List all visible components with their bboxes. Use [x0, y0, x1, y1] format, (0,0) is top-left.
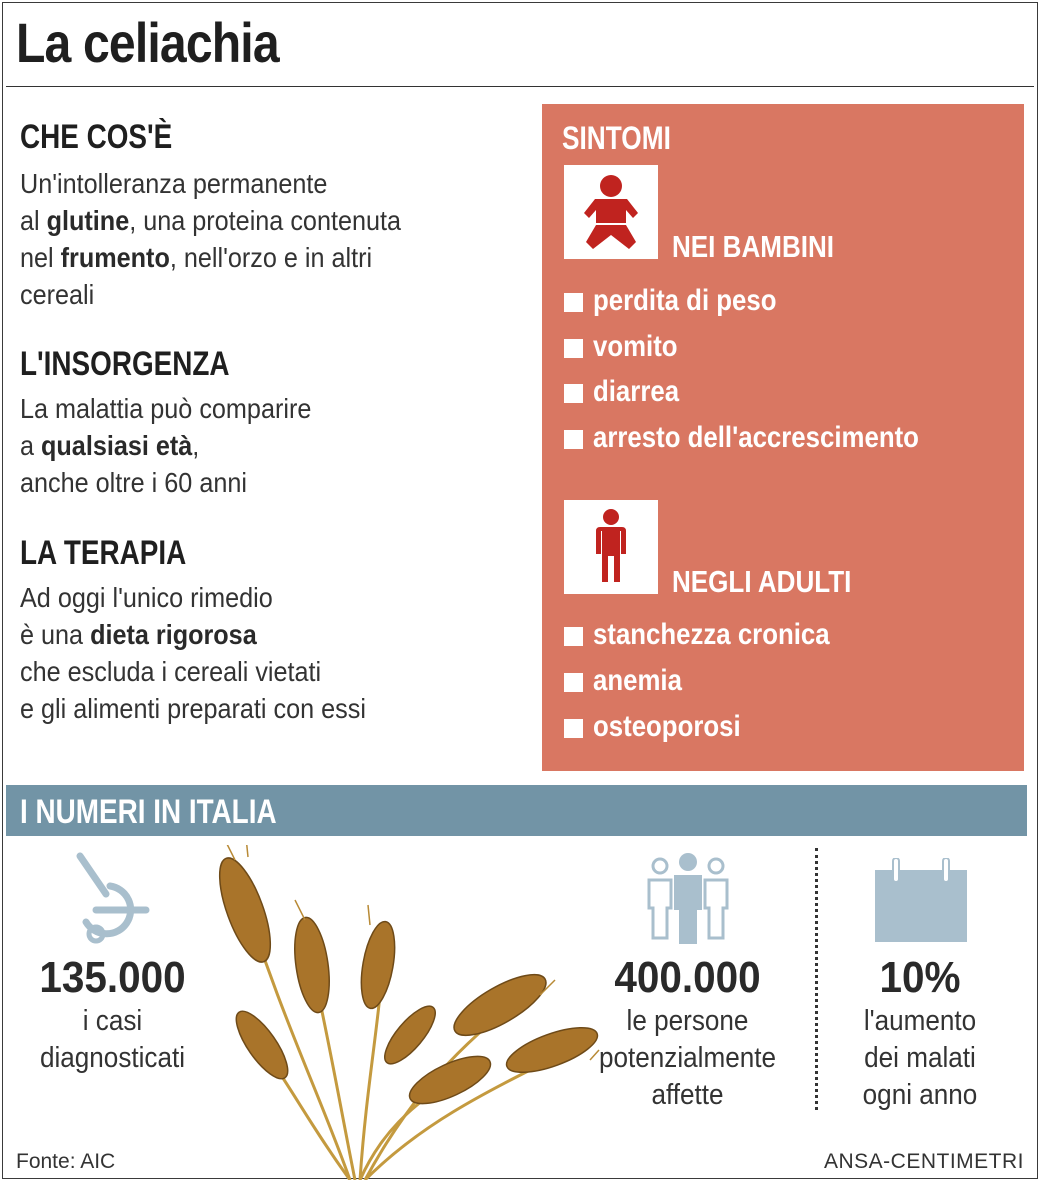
stat-diagnosed-label-2: diagnosticati: [39, 1042, 186, 1074]
highlight-qualsiasi-eta: qualsiasi età: [41, 430, 193, 461]
terapia-text: [20, 579, 470, 727]
insorgenza-text: [20, 390, 470, 501]
stat-potential: [580, 953, 795, 1114]
terapia-line-1: Ad oggi l'unico rimedio: [20, 582, 273, 613]
stat-diagnosed-label-1: i casi: [82, 1005, 143, 1037]
bullet-square: [564, 627, 583, 646]
symptoms-heading: SINTOMI: [562, 120, 671, 156]
bullet-square: [564, 719, 583, 738]
cos-e-line-2: al glutine, una proteina contenuta: [20, 205, 402, 236]
cos-e-line-3: nel frumento, nell'orzo e in altri: [20, 242, 373, 273]
children-heading: NEI BAMBINI: [672, 229, 835, 264]
cos-e-line-1: Un'intolleranza permanente: [20, 168, 328, 199]
stat-increase-label-1: l'aumento: [863, 1005, 977, 1037]
cos-e-line-4: cereali: [20, 279, 95, 310]
numbers-section-bar: [6, 785, 1027, 836]
terapia-line-4: e gli alimenti preparati con essi: [20, 693, 366, 724]
credit-note: ANSA-CENTIMETRI: [823, 1150, 1024, 1173]
title-divider: [6, 86, 1034, 87]
stat-potential-label-3: affette: [651, 1079, 724, 1111]
source-note: Fonte: AIC: [16, 1150, 116, 1173]
people-group-icon: [645, 850, 731, 946]
baby-icon: [564, 165, 658, 259]
stat-potential-label-2: potenzialmente: [598, 1042, 777, 1074]
cos-e-heading: CHE COS'È: [20, 118, 173, 156]
dotted-divider: [815, 848, 818, 1110]
stat-potential-label-1: le persone: [626, 1005, 749, 1037]
insorgenza-line-3: anche oltre i 60 anni: [20, 467, 247, 498]
stat-increase-label-2: dei malati: [864, 1042, 976, 1074]
insorgenza-line-1: La malattia può comparire: [20, 393, 312, 424]
calendar-icon: [873, 858, 969, 944]
terapia-heading: LA TERAPIA: [20, 534, 187, 572]
bullet-square: [564, 339, 583, 358]
highlight-frumento: frumento: [60, 242, 170, 273]
stat-diagnosed: [10, 953, 215, 1077]
insorgenza-line-2: a qualsiasi età,: [20, 430, 200, 461]
symptoms-panel: SINTOMI NEI BAMBINI perdita di peso vomito diarrea arresto dell'accrescimento NEGLI ADULTI stanchezza cronica anemia osteoporosi: [542, 104, 1024, 771]
wheat-illustration: [200, 845, 600, 1180]
numbers-heading: I NUMERI IN ITALIA: [20, 793, 277, 831]
bullet-square: [564, 673, 583, 692]
adult-person-icon: [564, 500, 658, 594]
terapia-line-3: che escluda i cereali vietati: [20, 656, 322, 687]
insorgenza-heading: L'INSORGENZA: [20, 345, 230, 383]
stat-potential-value: 400.000: [614, 953, 761, 1002]
microscope-icon: [66, 848, 156, 944]
stat-diagnosed-value: 135.000: [39, 953, 186, 1002]
bullet-square: [564, 384, 583, 403]
terapia-line-2: è una dieta rigorosa: [20, 619, 257, 650]
cos-e-text: [20, 165, 470, 313]
highlight-glutine: glutine: [46, 205, 130, 236]
bullet-square: [564, 293, 583, 312]
stat-increase-value: 10%: [879, 953, 961, 1002]
bullet-square: [564, 430, 583, 449]
stat-increase-label-3: ogni anno: [862, 1079, 978, 1111]
page-title: La celiachia: [16, 11, 279, 74]
adults-heading: NEGLI ADULTI: [672, 564, 852, 599]
stat-increase: [830, 953, 1010, 1114]
highlight-dieta-rigorosa: dieta rigorosa: [90, 619, 257, 650]
